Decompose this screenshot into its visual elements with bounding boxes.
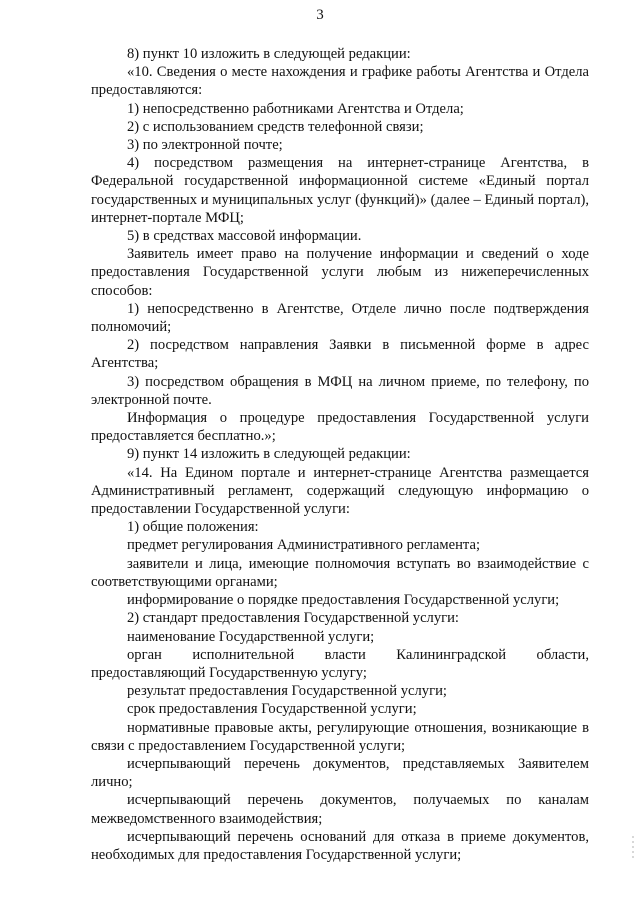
paragraph: 9) пункт 14 изложить в следующей редакции: [127,446,411,463]
paragraph: нормативные правовые акты, регулирующие отношения, возникающие в связи с предоставлением Государственной услуги; [91,719,589,754]
paragraph: предмет регулирования Административного регламента; [127,537,481,554]
paragraph: наименование Государственной услуги; [127,628,375,645]
paragraph: 3) посредством обращения в МФЦ на личном приеме, по телефону, по электронной почте. [91,373,589,408]
document-body [91,45,589,864]
paragraph: «10. Сведения о месте нахождения и графике работы Агентства и Отдела предоставляются: [91,64,589,99]
paragraph: 5) в средствах массовой информации. [127,228,362,245]
paragraph: заявители и лица, имеющие полномочия вступать во взаимодействие с соответствующими органами; [91,555,589,590]
paragraph: исчерпывающий перечень документов, получаемых по каналам межведомственного взаимодействия; [91,792,589,827]
paragraph: «14. На Едином портале и интернет-странице Агентства размещается Административный регламент, содержащий следующую информацию о предоставлении Государственной услуги: [91,464,589,518]
paragraph: Заявитель имеет право на получение информации и сведений о ходе предоставления Государственной услуги любым из нижеперечисленных способов: [91,246,589,299]
paragraph: исчерпывающий перечень документов, представляемых Заявителем лично; [91,755,589,791]
paragraph: 1) общие положения: [127,519,259,536]
paragraph: 1) непосредственно работниками Агентства и Отдела; [127,100,464,117]
paragraph: 1) непосредственно в Агентстве, Отделе лично после подтверждения полномочий; [91,300,589,336]
paragraph: 2) посредством направления Заявки в письменной форме в адрес Агентства; [91,337,589,372]
page-number: 3 [316,7,324,23]
paragraph: 4) посредством размещения на интернет-странице Агентства, в Федеральной государственной информационной системе «Единый портал государственных и муниципальных услуг (функций)» (далее – Единый портал), интернет-портале МФЦ; [91,155,589,226]
paragraph: 8) пункт 10 изложить в следующей редакции: [127,46,411,62]
paragraph: 2) стандарт предоставления Государственной услуги: [127,610,459,627]
paragraph: Информация о процедуре предоставления Государственной услуги предоставляется бесплатно.»; [91,410,589,445]
paragraph: 3) по электронной почте; [127,137,283,154]
paragraph: срок предоставления Государственной услуги; [127,701,417,718]
paragraph: 2) с использованием средств телефонной связи; [127,118,424,135]
paragraph: информирование о порядке предоставления Государственной услуги; [127,592,560,609]
scan-edge-marks [632,836,634,858]
paragraph: орган исполнительной власти Калининградской области, предоставляющий Государственную услугу; [91,646,589,681]
paragraph: исчерпывающий перечень оснований для отказа в приеме документов, необходимых для предоставления Государственной услуги; [91,828,589,863]
paragraph: результат предоставления Государственной услуги; [127,683,447,700]
